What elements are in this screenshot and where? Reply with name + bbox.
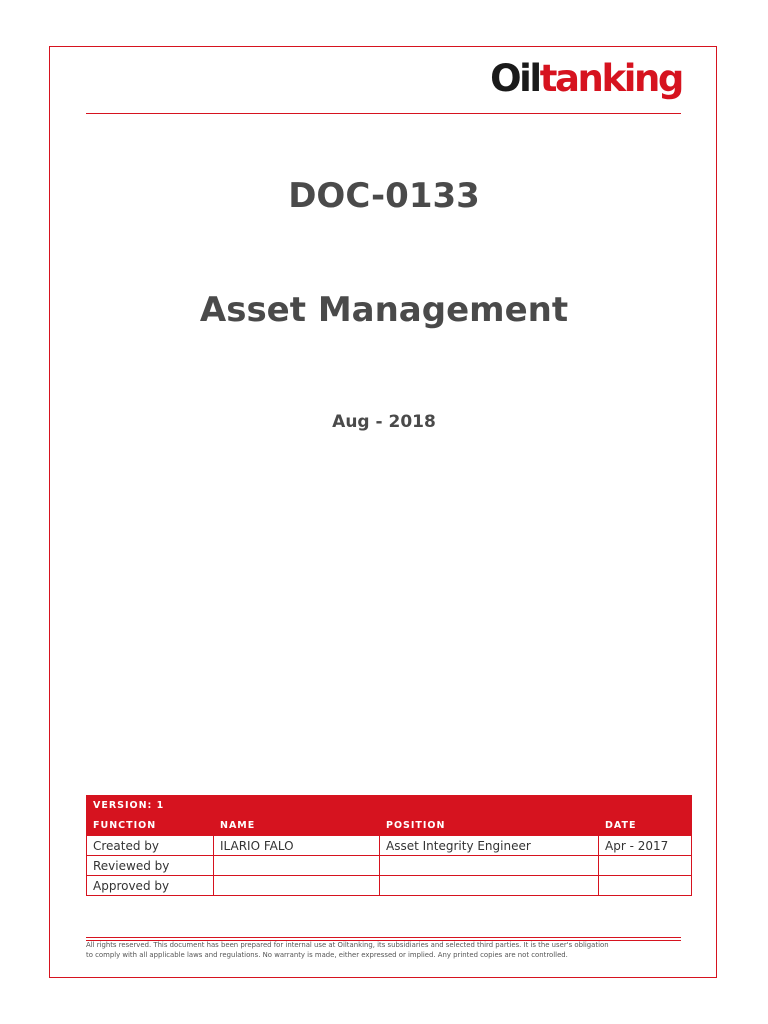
header-function: FUNCTION xyxy=(87,816,214,836)
footer-line-1: All rights reserved. This document has been prepared for internal use at Oiltanking, its subsidiaries and selected third parties. It is the user's obligation xyxy=(86,941,609,949)
version-row xyxy=(87,796,692,816)
version-label: VERSION: 1 xyxy=(87,796,692,816)
cell-position xyxy=(380,876,599,896)
cell-position: Asset Integrity Engineer xyxy=(380,836,599,856)
cell-function: Reviewed by xyxy=(87,856,214,876)
header-divider xyxy=(86,113,681,114)
cell-name: ILARIO FALO xyxy=(214,836,380,856)
logo-text-tanking: tanking xyxy=(539,57,682,100)
approval-table xyxy=(86,795,692,896)
logo-text-oil: Oil xyxy=(490,57,540,100)
table-row xyxy=(87,876,692,896)
cell-date xyxy=(599,876,692,896)
oiltanking-logo xyxy=(490,57,682,100)
document-number: DOC-0133 xyxy=(288,176,480,216)
header-position: POSITION xyxy=(380,816,599,836)
header-name: NAME xyxy=(214,816,380,836)
cell-function: Created by xyxy=(87,836,214,856)
footer-divider-top xyxy=(86,937,681,938)
document-date: Aug - 2018 xyxy=(332,412,436,432)
cell-date xyxy=(599,856,692,876)
header-date: DATE xyxy=(599,816,692,836)
table-row xyxy=(87,836,692,856)
cell-name xyxy=(214,856,380,876)
footer-line-2: to comply with all applicable laws and regulations. No warranty is made, either expressed or implied. Any printed copies are not controlled. xyxy=(86,951,568,959)
cell-position xyxy=(380,856,599,876)
document-title: Asset Management xyxy=(199,290,569,330)
footer-disclaimer xyxy=(86,940,686,960)
cell-function: Approved by xyxy=(87,876,214,896)
table-header-row xyxy=(87,816,692,836)
cell-date: Apr - 2017 xyxy=(599,836,692,856)
table-row xyxy=(87,856,692,876)
cell-name xyxy=(214,876,380,896)
